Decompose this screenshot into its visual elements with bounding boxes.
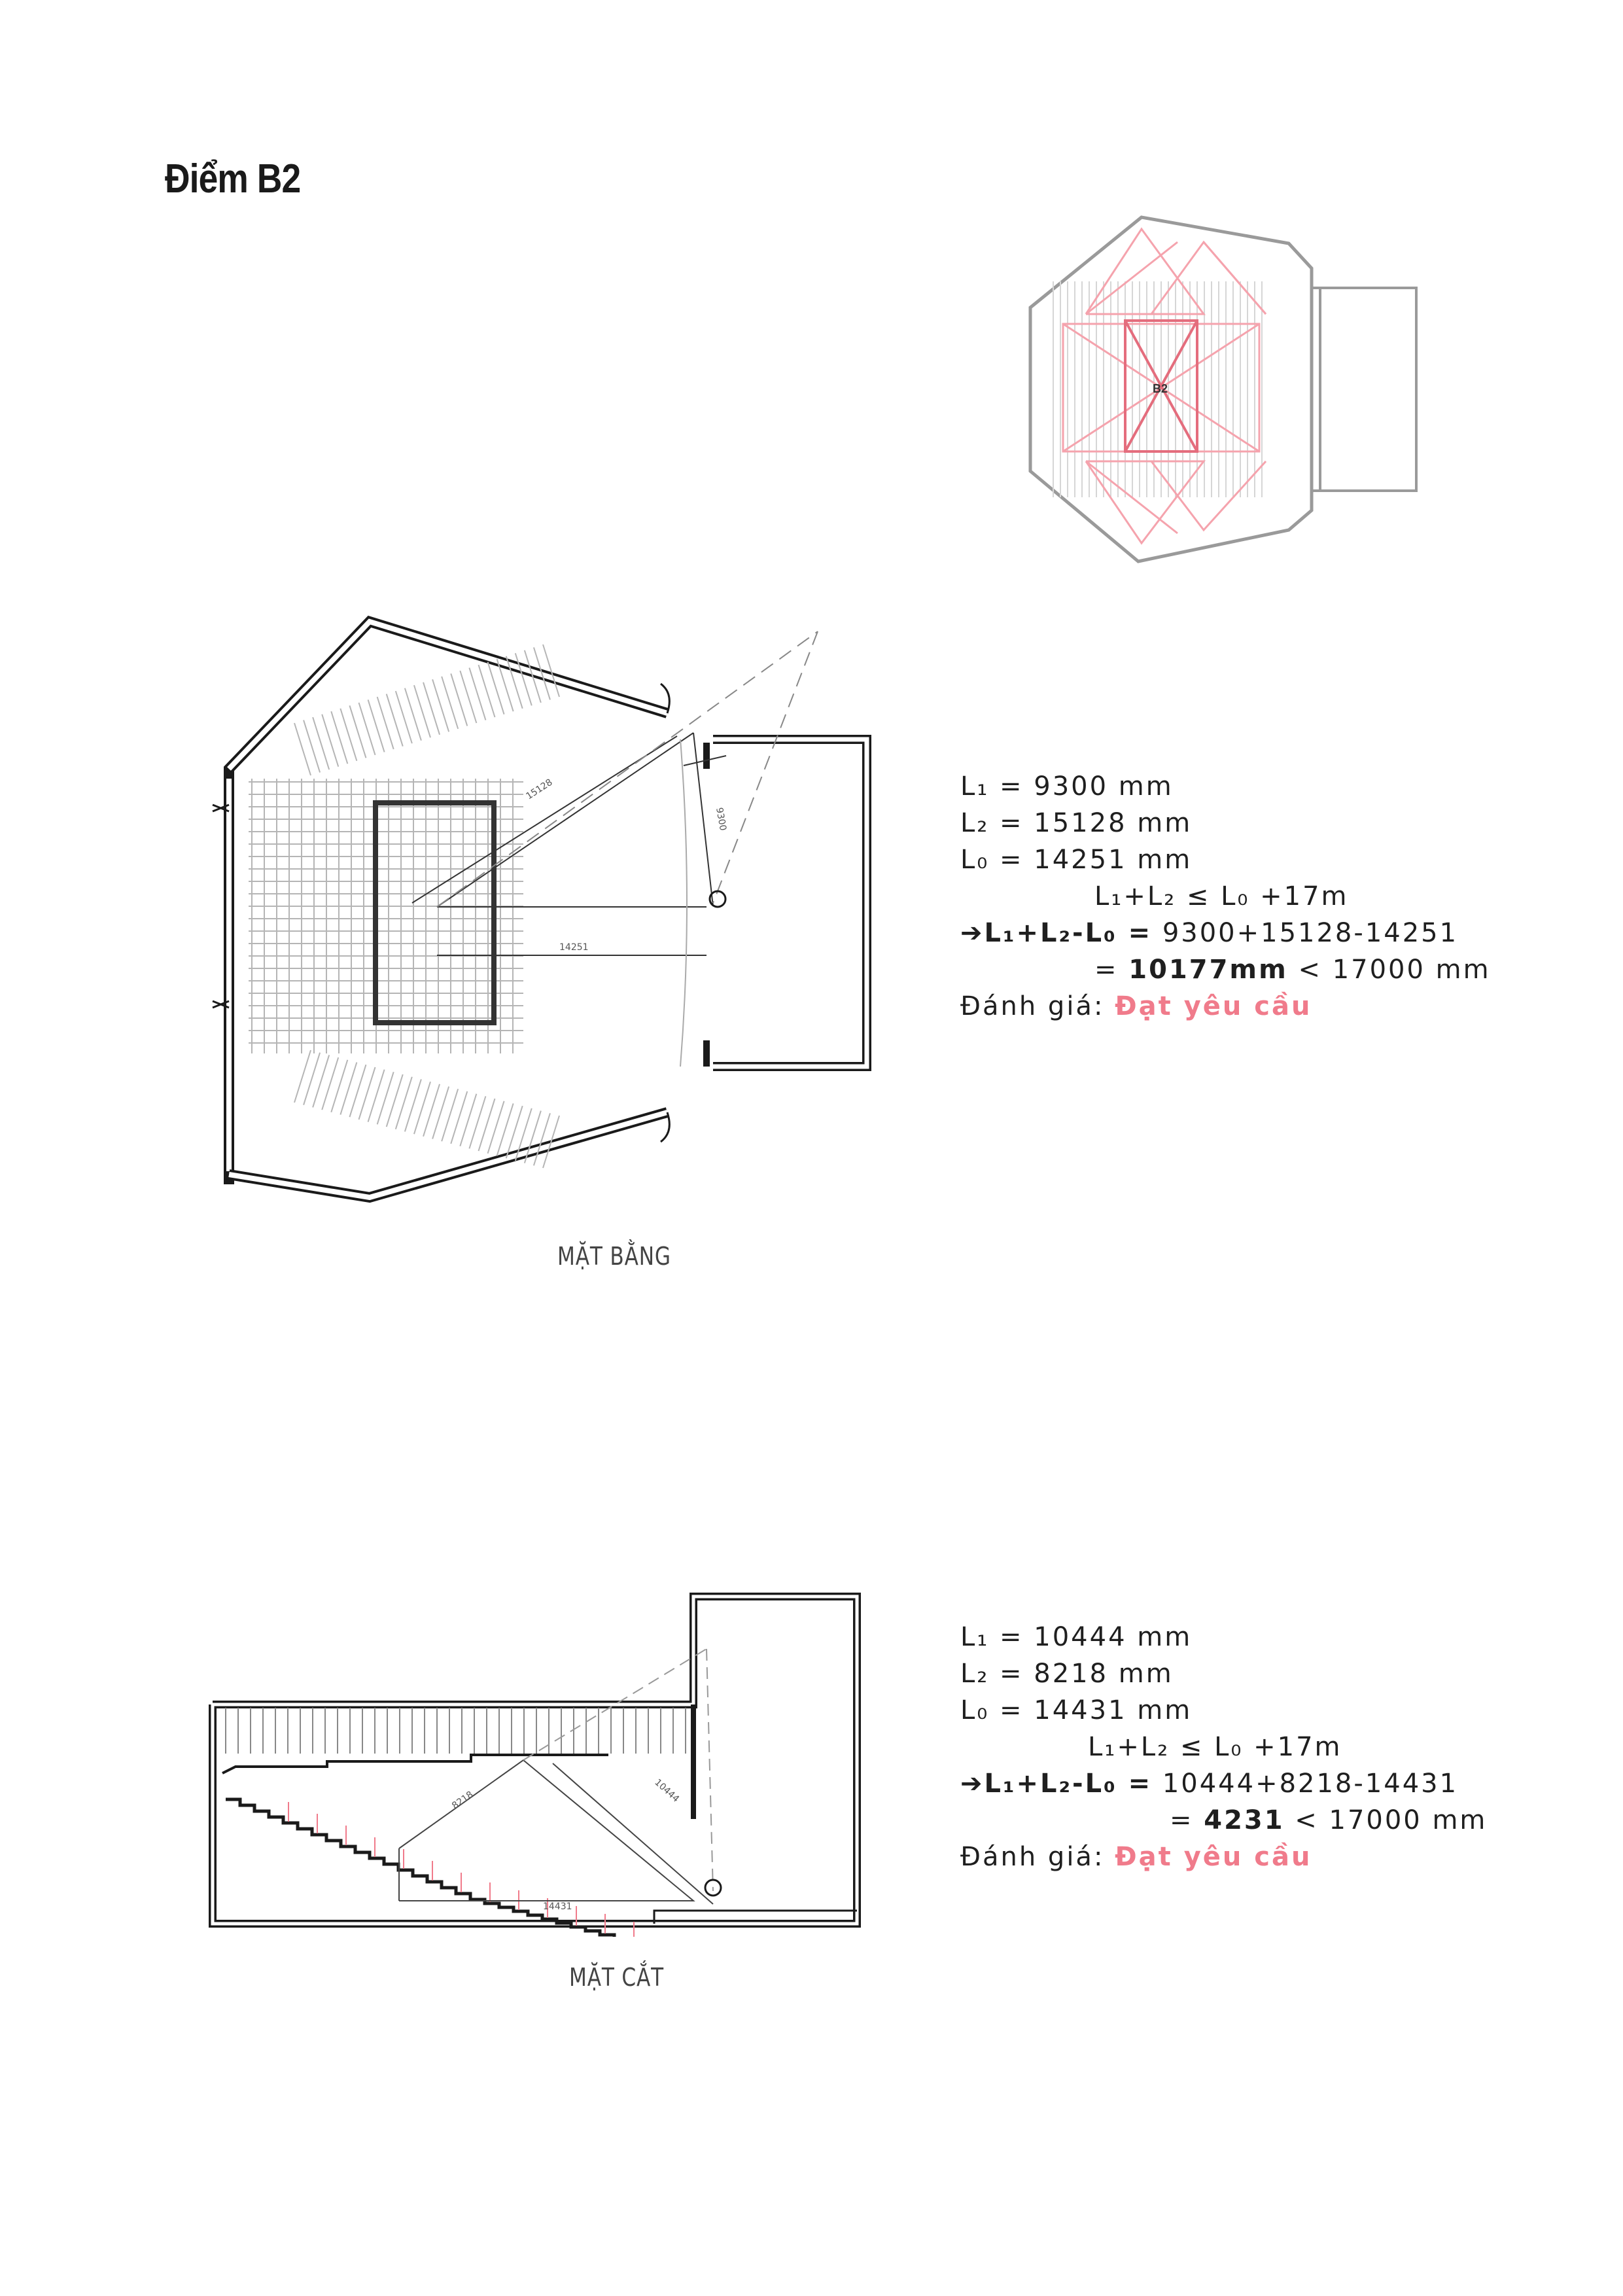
plan-rule: L₁+L₂ ≤ L₀ +17m xyxy=(1094,881,1349,911)
plan-dim-14251: 14251 xyxy=(559,942,589,953)
plan-eval-value: Đạt yêu cầu xyxy=(1115,991,1312,1021)
plan-dim-9300: 9300 xyxy=(714,806,729,832)
plan-evaluation xyxy=(960,988,1491,1025)
section-l1: L₁ = 10444 mm xyxy=(960,1622,1193,1652)
plan-l0: L₀ = 14251 mm xyxy=(960,845,1193,875)
plan-l1: L₁ = 9300 mm xyxy=(960,771,1174,802)
plan-caption: MẶT BẰNG xyxy=(557,1242,671,1271)
section-l2: L₂ = 8218 mm xyxy=(960,1659,1174,1689)
plan-expr-value: 9300+15128-14251 xyxy=(1152,918,1459,948)
section-diagram xyxy=(196,1583,877,1937)
plan-result-suffix: < 17000 mm xyxy=(1287,955,1491,985)
key-plan-diagram xyxy=(1007,203,1439,569)
section-eval-value: Đạt yêu cầu xyxy=(1115,1842,1312,1872)
section-rule: L₁+L₂ ≤ L₀ +17m xyxy=(1088,1732,1342,1762)
section-caption: MẶT CẮT xyxy=(569,1963,664,1992)
plan-expr-label: ➔L₁+L₂-L₀ = xyxy=(960,918,1153,948)
section-dim-8218: 8218 xyxy=(450,1789,476,1812)
section-calculation xyxy=(960,1619,1487,1875)
plan-eval-label: Đánh giá: xyxy=(960,991,1115,1021)
section-dim-10444: 10444 xyxy=(652,1777,682,1805)
section-expr-value: 10444+8218-14431 xyxy=(1152,1769,1459,1799)
section-expr-label: ➔L₁+L₂-L₀ = xyxy=(960,1769,1153,1799)
section-evaluation xyxy=(960,1839,1487,1875)
plan-dim-15128: 15128 xyxy=(524,777,555,802)
page-title: Điểm B2 xyxy=(165,156,301,202)
key-plan-label: B2 xyxy=(1153,382,1168,395)
section-result xyxy=(960,1802,1487,1839)
section-result-value: 4231 xyxy=(1204,1805,1285,1835)
section-result-prefix: = xyxy=(1170,1805,1204,1835)
plan-result-value: 10177mm xyxy=(1128,955,1288,985)
section-result-suffix: < 17000 mm xyxy=(1284,1805,1488,1835)
floor-plan-diagram xyxy=(196,609,890,1217)
plan-calculation xyxy=(960,768,1491,1025)
section-eval-label: Đánh giá: xyxy=(960,1842,1115,1872)
section-l0: L₀ = 14431 mm xyxy=(960,1695,1193,1725)
plan-result xyxy=(960,951,1491,988)
section-dim-14431: 14431 xyxy=(543,1901,572,1912)
plan-result-prefix: = xyxy=(1094,955,1129,985)
section-expression xyxy=(960,1765,1487,1802)
plan-expression xyxy=(960,915,1491,951)
plan-l2: L₂ = 15128 mm xyxy=(960,808,1193,838)
